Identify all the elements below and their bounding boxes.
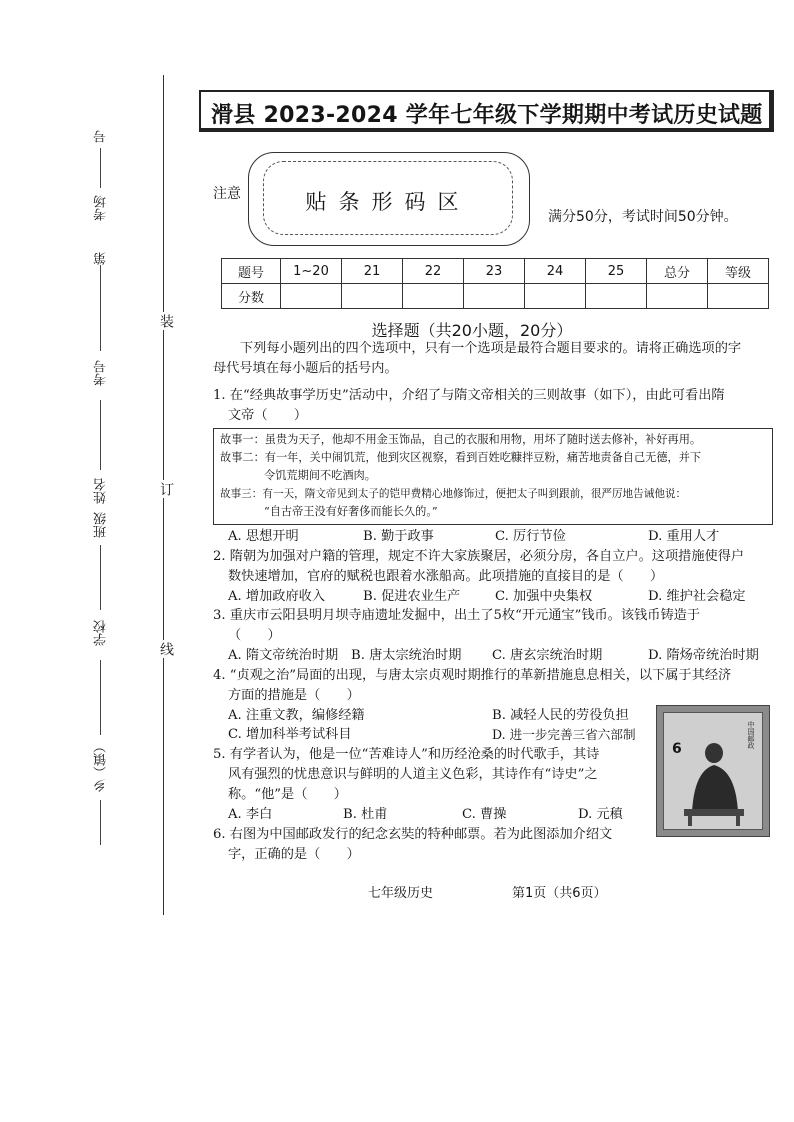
q2-option-b: B. 促进农业生产 — [363, 589, 461, 604]
margin-underline — [100, 148, 101, 188]
footer-page-number: 第1页（共6页） — [512, 886, 607, 901]
margin-underline — [100, 545, 101, 610]
margin-name: 姓名 — [94, 478, 109, 504]
stamp-picture — [663, 712, 763, 830]
q2-stem: 2. 隋朝为加强对户籍的管理，规定不许大家族聚居，必须分房，各自立户。这项措施使得户 — [213, 549, 745, 564]
q3-option-b: B. 唐太宗统治时期 — [351, 648, 462, 663]
margin-school: 学校 — [94, 620, 109, 646]
score-cell[interactable] — [525, 284, 586, 309]
q4-option-d: D. 进一步完善三省六部制 — [492, 727, 636, 742]
story-line: 故事一：虽贵为天子，他却不用金玉饰品，自己的衣服和用物，用坏了随时送去修补，补好再用。 — [220, 433, 702, 446]
q5-option-d: D. 元稹 — [578, 807, 623, 822]
margin-exam-room: 考场 — [94, 195, 109, 221]
score-header-cell: 25 — [586, 259, 647, 284]
score-header-cell: 24 — [525, 259, 586, 284]
q2-option-d: D. 维护社会稳定 — [648, 589, 746, 604]
footer-subject: 七年级历史 — [368, 886, 434, 901]
title-box — [199, 90, 774, 132]
score-table-score-row — [222, 284, 769, 309]
q3-option-d: D. 隋炀帝统治时期 — [648, 648, 759, 663]
margin-underline — [100, 400, 101, 470]
bind-mark-zhuang: 装 — [158, 314, 174, 328]
q4-stem: 方面的措施是（ ） — [228, 688, 360, 703]
q5-stem: 风有强烈的忧患意识与鲜明的人道主义色彩，其诗作有“诗史”之 — [228, 767, 598, 782]
margin-order: 第 — [94, 252, 109, 265]
margin-class: 班级 — [94, 512, 109, 538]
story-line: “自古帝王没有好奢侈而能长久的。” — [264, 505, 438, 518]
score-cell[interactable] — [403, 284, 464, 309]
story-line: 令饥荒期间不吃酒肉。 — [264, 469, 376, 482]
q1-story-box — [213, 428, 773, 525]
barcode-label: 贴条形码区 — [305, 190, 471, 214]
score-row-label: 分数 — [222, 284, 281, 309]
q4-stem: 4. “贞观之治”局面的出现，与唐太宗贞观时期推行的革新措施息息相关，以下属于其经济 — [213, 668, 732, 683]
bind-mark-xian: 线 — [158, 642, 174, 656]
q5-stem: 5. 有学者认为，他是一位“苦难诗人”和历经沧桑的时代歌手，其诗 — [213, 747, 600, 762]
q2-option-c: C. 加强中央集权 — [495, 589, 593, 604]
margin-underline — [100, 660, 101, 735]
story-line: 故事三：有一天，隋文帝见到太子的铠甲费精心地修饰过，便把太子叫到跟前，很严厉地告诫他说： — [220, 488, 687, 500]
stamp-caption: 中国邮政 — [747, 721, 755, 749]
q2-option-a: A. 增加政府收入 — [228, 589, 326, 604]
score-cell[interactable] — [342, 284, 403, 309]
story-line: 故事二：有一年，关中闹饥荒，他到灾区视察，看到百姓吃糠拌豆粉，痛苦地责备自己无德，并下 — [220, 451, 702, 464]
score-table-header-row — [222, 259, 769, 284]
q4-option-a: A. 注重文教，编修经籍 — [228, 708, 365, 723]
notice-label: 注意 — [213, 186, 241, 202]
q3-stem: （ ） — [228, 628, 281, 643]
section-instruction: 下列每小题列出的四个选项中，只有一个选项是最符合题目要求的。请将正确选项的字 — [240, 341, 742, 356]
score-header-cell: 总分 — [647, 259, 708, 284]
margin-student-no: 考号 — [94, 360, 109, 386]
barcode-inner-border — [263, 161, 513, 235]
section-title: 选择题（共20小题，20分） — [371, 321, 573, 340]
q6-stem: 字，正确的是（ ） — [228, 847, 360, 862]
q5-option-b: B. 杜甫 — [343, 807, 388, 822]
score-cell[interactable] — [586, 284, 647, 309]
q1-option-d: D. 重用人才 — [648, 529, 720, 544]
score-table — [221, 258, 769, 309]
score-header-cell: 23 — [464, 259, 525, 284]
xuanzang-stamp-image — [656, 705, 770, 837]
q3-stem: 3. 重庆市云阳县明月坝寺庙遗址发掘中，出土了5枚“开元通宝”钱币。该钱币铸造于 — [213, 608, 701, 623]
full-mark-info: 满分50分，考试时间50分钟。 — [548, 209, 738, 225]
score-cell[interactable] — [464, 284, 525, 309]
score-header-cell: 题号 — [222, 259, 281, 284]
margin-exam-no: 号 — [94, 130, 109, 143]
q5-stem: 称。“他”是（ ） — [228, 787, 347, 802]
score-cell[interactable] — [708, 284, 769, 309]
stamp-denomination: 6 — [672, 741, 682, 757]
q5-option-a: A. 李白 — [228, 807, 273, 822]
page-title: 滑县 2023-2024 学年七年级下学期期中考试历史试题 — [211, 103, 763, 128]
q1-option-c: C. 厉行节俭 — [495, 529, 566, 544]
score-header-cell: 1~20 — [281, 259, 342, 284]
q3-option-a: A. 隋文帝统治时期 — [228, 648, 339, 663]
score-header-cell: 22 — [403, 259, 464, 284]
score-cell[interactable] — [647, 284, 708, 309]
bind-mark-ding: 订 — [158, 482, 174, 496]
margin-town: 乡（镇） — [94, 740, 109, 792]
q2-stem: 数快速增加，官府的赋税也跟着水涨船高。此项措施的直接目的是（ ） — [228, 569, 664, 584]
q1-stem: 1. 在“经典故事学历史”活动中，介绍了与隋文帝相关的三则故事（如下），由此可看出隋 — [213, 388, 725, 403]
q1-option-a: A. 思想开明 — [228, 529, 299, 544]
q5-option-c: C. 曹操 — [462, 807, 507, 822]
q4-option-b: B. 减轻人民的劳役负担 — [492, 708, 629, 723]
score-header-cell: 21 — [342, 259, 403, 284]
q6-stem: 6. 右图为中国邮政发行的纪念玄奘的特种邮票。若为此图添加介绍文 — [213, 827, 613, 842]
q1-option-b: B. 勤于政事 — [363, 529, 434, 544]
q1-stem: 文帝（ ） — [228, 408, 308, 423]
margin-underline — [100, 800, 101, 845]
score-cell[interactable] — [281, 284, 342, 309]
barcode-area — [248, 152, 530, 246]
q3-option-c: C. 唐玄宗统治时期 — [492, 648, 603, 663]
section-instruction: 母代号填在每小题后的括号内。 — [213, 361, 398, 376]
q4-option-c: C. 增加科举考试科目 — [228, 727, 352, 742]
score-header-cell: 等级 — [708, 259, 769, 284]
